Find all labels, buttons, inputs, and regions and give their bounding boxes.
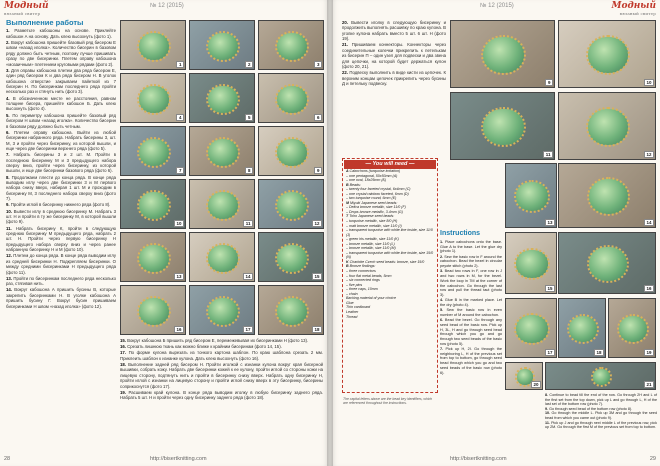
spine-gutter [327,0,333,466]
step-number: 16. [120,344,126,350]
brand-subtitle: вязаный свитер [4,11,41,16]
step-paragraph [6,96,116,112]
material-text: – chain [346,291,358,296]
step-photo [120,20,186,70]
bead-border [137,296,171,327]
step-number: 1. [440,240,444,244]
step-paragraph [342,70,446,86]
step-photo [258,232,324,282]
step-text: Sew the basic row in even number of M around the cabochon. [440,308,502,317]
photo-number: 16 [174,326,184,333]
step-text: Плетем оправу кабошона. Выйти из любой бисеринки набранного ряда. Набрать бисерины 3, шт. М, 3 и пройти через бисеринку, из которой вышли, и еще через две бисеринки верхнего ряда (фото 5). [6,129,116,151]
material-text: Thread [346,314,358,319]
photo-number: 15 [545,285,555,292]
step-paragraph [6,287,116,309]
photo-number: 14 [644,219,654,226]
step-photo [258,126,324,176]
material-text: – turquoise metallic, size 8/0 (H) [346,219,398,224]
step-text: Continue to bead till the end of the row. Go through 2H and L of the first set from the top down, pick up L and go through L, H of the last set of the bottom row (photo 7). [545,393,657,407]
step-paragraph [545,393,657,407]
material-text: Cabochons (turquoise imitation) [349,169,401,173]
bead-border [275,190,309,221]
step-text: Пройти иглой в бисеринку нижнего ряда (фото 8). [9,202,111,208]
photo-number: 15 [312,273,322,280]
material-text: – two turquoise round, 6mm (E) [346,196,397,201]
material-text: Leather [346,309,359,314]
step-paragraph [440,347,502,375]
bead-border [137,137,171,168]
step-photo [258,179,324,229]
material-text: – matt bronze metallic, size 11/0 (I) [346,223,402,228]
instructions-title: Instructions [440,230,481,237]
bead-border [206,137,240,168]
material-text: – three caps, 10mm [346,287,378,292]
step-text: Для оправы кабошона плетем два ряда бисером Е, один ряд бисером К и два ряда бисером H. В уголок кабошона отверстие закрываем пайеткой из 7 бисерин H. По бисеринкам последнего ряда пройти несколько раз и стянуть нить (фото 3). [6,67,116,95]
step-photo [545,362,656,390]
step-paragraph [120,344,323,349]
step-text: Набрать бисерину К, пройти в следующую среднюю бисеринку М предыдущего ряда, набрать 2 шт. H. Пройти через первую бисеринку H предыдущего набора сверху вниз и через ранее набранную бисеринку H и М (фото 10). [6,225,116,253]
step-paragraph [342,42,446,69]
bead-border [481,35,526,76]
step-paragraph [120,338,323,343]
bead-border [567,314,600,344]
bead-border [514,180,549,212]
photo-number: 3 [314,61,322,68]
step-paragraph [342,20,446,42]
mid-text-column [120,338,323,448]
step-photo [505,163,557,228]
bead-border [137,243,171,274]
bead-border [275,137,309,168]
photo-number: 10 [644,79,654,86]
step-number: 2. [6,40,10,46]
step-text: Пройти по бисеринкам последнего ряда несколько раз, стягивая нить. [6,275,116,287]
instructions-continued [545,393,657,430]
photo-number: 13 [545,219,555,226]
step-paragraph [6,28,116,39]
step-number: 9. [545,406,549,411]
instructions-list [440,240,502,375]
step-paragraph [545,411,657,420]
materials-title-text: You will need [372,161,408,167]
photo-number: 11 [243,220,253,227]
bead-border [514,248,549,280]
step-number: 19. [120,389,126,395]
photo-number: 13 [174,273,184,280]
step-paragraph [6,276,116,287]
material-text: Miyuki Japanese seed beads: [350,200,398,205]
step-paragraph [6,113,116,129]
step-text: Bead the bezel. Go through any seed bead of the basic row. Pick up H, 3L, H and go through seed bead through which you go and go through two seed beads of the basic row (photo 5). [440,318,502,346]
step-text: Pick up J and go through next middle L of the previous row, pick up 2M. Go through the first M of the previous set from top to bottom. [545,420,657,430]
material-text: Glue [346,300,354,305]
step-number: 13. [6,275,12,281]
material-text: – four flat metal beads, 5mm [346,273,392,278]
material-text: – bronze metallic, size 11/0 (M) [346,246,396,251]
step-paragraph [6,152,116,174]
step-photo [120,73,186,123]
step-number: 11. [545,420,550,425]
bead-border [591,367,612,386]
photo-number: 12 [644,151,654,158]
step-photo [558,232,656,294]
bead-border [275,243,309,274]
page-number: 28 [4,456,11,462]
right-top-text [342,20,446,156]
step-paragraph [6,68,116,95]
step-number: 7. [440,347,444,352]
step-photo [120,126,186,176]
material-text: – transparent turquoise with white line inside, size 11/0 (J) [346,228,433,237]
photo-number: 16 [644,285,654,292]
materials-title: — You will need — [344,160,436,169]
site-url: http://bisertknitting.com [150,456,207,462]
step-number: 5. [440,308,444,313]
step-number: 17. [120,350,126,356]
bead-border [137,84,171,115]
material-text: – transparent turquoise with white line inside, size 15/0 (N) [346,250,434,260]
left-header [0,0,330,14]
step-text: Вывести иголку в следующую бисеринку и продолжить выполнять расшивку по краю кулона. В уголке кулона набрать вместо 5 шт. 6 шт. H (фото 19). [342,20,446,42]
step-text: Плетем до конца ряда. В конце ряда выводим иглу из средней бисеринки H. Подкрепляем бисеринки. О между средними бисеринками Н предыдущего ряда (фото 11). [6,253,116,275]
step-number: 4. [440,298,444,303]
step-number: 1. [6,28,10,34]
step-photo [120,179,186,229]
step-text: Glue B in the marked place. Let the dry (photo 4). [440,298,502,307]
bead-border [275,84,309,115]
bead-border [137,190,171,221]
bead-border [206,243,240,274]
step-text: По форме кулона вырезать из тонкого картона шаблон. По краю шаблона срезать 2 мм. Приклеить шаблон к изнанке кулона. Дать клею высохнуть (фото 16). [120,350,323,361]
photo-number: 18 [312,326,322,333]
material-text: Bronze findings: [349,264,376,269]
step-photo [189,20,255,70]
step-number: 12. [6,253,12,259]
step-photo [558,20,656,88]
material-text: – five pins [346,282,363,287]
step-text: Вокруг кабошона А пришить бусины В, которые закрепить бисеринками Н. В уголке кабошона А пришить бусину Г. Вокруг бусин пришиваем бисеринками H швом «назад иголка» (фото 12). [6,287,116,309]
step-number: 8. [6,174,10,180]
photo-number: 19 [644,349,654,356]
step-number: 6. [6,129,10,135]
step-text: Go through seed bead of the bottom row (photo 8). [548,406,633,411]
material-text: – one crystal rainbow faceted, 6mm (D) [346,191,409,196]
bead-border [586,35,631,76]
step-text: В обозначенном месте не расстояния, равном толщине бисера, пришейте кабошон Б. Дать клею высохнуть (фото 4). [6,95,116,112]
left-text-column [6,20,116,440]
photo-number: 4 [176,114,184,121]
step-photo [189,285,255,335]
photo-number: 10 [174,220,184,227]
bead-border [137,31,171,62]
step-photo [189,126,255,176]
step-paragraph [440,308,502,317]
material-item [346,228,434,237]
material-key: K [346,259,350,264]
brand-logo [4,1,49,16]
photo-number: 14 [243,273,253,280]
material-key: B [346,264,350,269]
step-photo [258,285,324,335]
step-number: 22. [342,70,348,76]
materials-list [346,169,434,319]
step-paragraph [6,253,116,275]
step-photo [120,285,186,335]
bead-border [275,296,309,327]
step-photo [608,298,656,358]
step-photo [505,298,557,358]
step-text: По периметру кабошона пришейте базовый ряд бисером H швом «назад иголка». Количество бисерин в базовом ряду должно быть четным. [6,112,116,129]
step-photo [120,232,186,282]
materials-note: The capital letters above are the bead key identifiers, which are referenced throughout the instructions. [343,397,433,406]
step-text: Срезать лишнюю ткань как можно ближе к крайним бисеринам (фото 14, 15). [125,344,282,350]
material-text: – six connected rings [346,278,380,283]
photo-number: 2 [245,61,253,68]
step-photo [505,362,543,390]
bead-border [514,313,549,345]
bead-border [587,245,628,282]
photo-number: 20 [531,381,541,388]
step-number: 18. [120,362,126,368]
step-text: Bead two rows in F, one row in J and two rows in M, for the bezel. Work the loop in 7M at the corner of the cabochon. Go through the last row and pull the thread taut (photo 3). [440,269,502,297]
step-number: 10. [6,208,12,214]
step-photo [258,73,324,123]
bead-border [206,84,240,115]
step-paragraph [440,298,502,307]
bead-border [206,31,240,62]
step-number: 21. [342,42,348,48]
photo-number: 11 [543,151,553,158]
step-photo [189,179,255,229]
step-paragraph [440,269,502,297]
brand-logo [612,1,657,16]
material-text: – three connectors [346,269,376,274]
material-key: M [346,200,350,205]
step-text: Вокруг кабошона Б пришить ряд бисером Е, перемежевывая их бисеринками H (фото 13). [125,338,309,343]
step-paragraph [120,350,323,361]
page-number: 29 [649,456,656,462]
material-text: – green iris metallic, size 11/0 (K) [346,237,399,242]
right-header [330,0,660,14]
material-key: B [346,182,350,187]
bead-border [586,107,631,148]
step-number: 14. [6,287,12,293]
step-paragraph [6,209,116,225]
step-paragraph [6,226,116,253]
step-photo [558,298,606,358]
material-text: Charlotte Czech seed beads: bronze, size 15/0 [349,259,425,264]
step-text: Продолжаем плести до конца ряда. В конце ряда выводим иглу через две бисеринки 3 и М первого набора снизу вверх, набирая 1 шт. M и проходим в бисеринку М, 3 последнего набора сверху вниз (фото 7). [6,174,116,202]
bead-border [617,314,650,344]
section-title: Выполнение работы [6,18,84,27]
photo-number: 9 [314,167,322,174]
step-paragraph [440,240,502,254]
step-number: 4. [6,95,10,101]
step-photo [189,73,255,123]
step-paragraph [6,130,116,152]
material-text: Thin cardboard [346,305,371,310]
step-number: 15. [120,338,126,343]
material-key: A [346,169,350,173]
step-photo [258,20,324,70]
material-text: – Delica bronze metallic, size 11/0 (F) [346,205,406,210]
photo-number: 7 [176,167,184,174]
step-number: 6. [440,318,444,323]
step-text: Выполнение задней ряд бисером H. Пройти иголкой с изнанки кулона вокруг края бисерной вышивки, собрать кожу. Набрать две бисеринки кожей к ее кулону, пройти иглой со стороны кожи на лицевую сторону, подтянуть нить и пройти в бисеринку снизу вверх. Набрать одну бисеринку H, пройти иглой с изнанки на лицевую сторону и пройти иглой снизу вверх в эту бисеринку, бисерины соприкоснутся (фото 17). [120,362,323,389]
issue-number: № 12 (2015) [150,3,184,9]
photo-number: 18 [594,349,604,356]
photo-number: 5 [245,114,253,121]
step-photo [558,92,656,160]
step-text: Pick up H, 2I. Go through the neighboring L, H of the previous set from top to bottom, go through seed bead through which you go and two seed beads of the basic row (photo 6). [440,347,502,375]
step-number: 10. [545,411,551,416]
photo-number: 6 [314,114,322,121]
step-text: Вывести иглу в среднюю бисеринку М. Набрать 3 шт. H и пройти в ту же бисеринку М, в которой вышли (фото 9). [6,208,116,225]
step-text: Расшиваем край кулона. В конце ряда выводим иголку в любую бисеринку заднего ряда. Набрать 5 шт. H и пройти через одну бисеринку заднего ряда (фото 18). [120,389,323,401]
material-text: – Drops bronze metallic, 3.4mm (G) [346,209,403,214]
photo-number: 8 [245,167,253,174]
bead-border [206,190,240,221]
step-text: Разметьте кабошоны на основе. Приклейте кабошон А на основу. Дать клею высохнуть (фото 1). [6,28,116,39]
step-paragraph [6,175,116,202]
step-photo [450,20,555,88]
step-photo [450,92,555,160]
bead-border [206,296,240,327]
material-item [346,315,434,320]
step-paragraph [440,255,502,269]
photo-number: 17 [545,349,555,356]
step-text: Вокруг кабошона пришейте базовый ряд бисером Е швом «назад иголка». Количество бисерин в базовом ряду должно быть четным, поэтому лучше пришивать сразу по две бисеринки. Плетем оправу кабошона «мозаичным» плетением круговыми рядами (фото 2). [6,40,116,67]
brand-name: Модный [4,1,49,11]
material-text: – bronze metallic, size 11/0 (L) [346,241,395,246]
step-photo [558,163,656,228]
photo-number: 17 [243,326,253,333]
material-key: T [346,214,350,219]
step-photo [189,232,255,282]
step-number: 8. [545,393,549,397]
step-number: 11. [6,225,12,231]
photo-number: 21 [644,381,654,388]
photo-number: 9 [545,79,553,86]
step-paragraph [6,202,116,207]
brand-subtitle: вязаный свитер [619,11,656,16]
step-paragraph [120,362,323,389]
photo-number: 1 [176,61,184,68]
material-text: – one oval, 18x25mm (Б) [346,178,387,183]
photo-number: 12 [312,220,322,227]
material-text: – twenty four faceted crystal, 6x4mm (C) [346,187,411,192]
step-number: 9. [6,202,10,208]
brand-name: Модный [611,1,656,11]
material-item [346,251,434,260]
step-number: 3. [440,269,444,274]
bead-border [275,31,309,62]
site-url: http://bisertknitting.com [450,456,507,462]
step-paragraph [120,390,323,401]
material-text: Backing material of your choice [346,296,396,301]
step-text: Go through the middle L. Pick up 3M and go through the seed bead from which you came out (photo 9). [545,411,657,420]
bead-border [481,107,526,148]
step-text: Пришиваем коннекторы. Коннекторы через соединительные колечки прикрепить к петелькам из бисерин П – один узел для подвески и два звена для цепочки, на которой будет держаться кулон (фото 20, 21). [342,42,446,70]
material-text: – one pentagonal, 50x50mm (A) [346,173,398,178]
step-paragraph [440,318,502,346]
step-text: Набрать бисерины 3 и 2 шт. М. Пройти в последнюю бисеринку М и 3 предыдущего набора сверху вниз, пройти через бисеринку, из которой вышли, и еще две бисеринки базового ряда (фото 6). [6,152,116,174]
materials-box [342,158,438,393]
step-text: Place cabochons onto the base. Glue A to the base. Let the glue dry (photo 1). [440,240,502,254]
instructions [440,230,502,376]
bead-border [587,177,630,216]
step-photo [505,232,557,294]
step-paragraph [6,40,116,67]
step-text: Sew the basic row in F around the cabochon. Bead the bezel in circular peyote stitch (photo 2). [440,254,502,269]
issue-number: № 12 (2015) [480,3,514,9]
step-number: 2. [440,254,444,259]
step-list [6,28,116,309]
material-text: Toho Japanese seed beads: [349,214,395,219]
step-text: Подвеску выполнить в виде кисти из цепочек. К верхним концам цепочек прикрепить через бусины Д и петельку подвеску. [342,70,446,87]
step-number: 20. [342,20,348,25]
material-text: Beads: [349,182,361,187]
right-step-list [342,20,446,86]
step-number: 3. [6,67,10,73]
step-number: 5. [6,112,10,118]
step-number: 7. [6,152,10,158]
mid-step-list [120,338,323,401]
step-paragraph [545,421,657,430]
